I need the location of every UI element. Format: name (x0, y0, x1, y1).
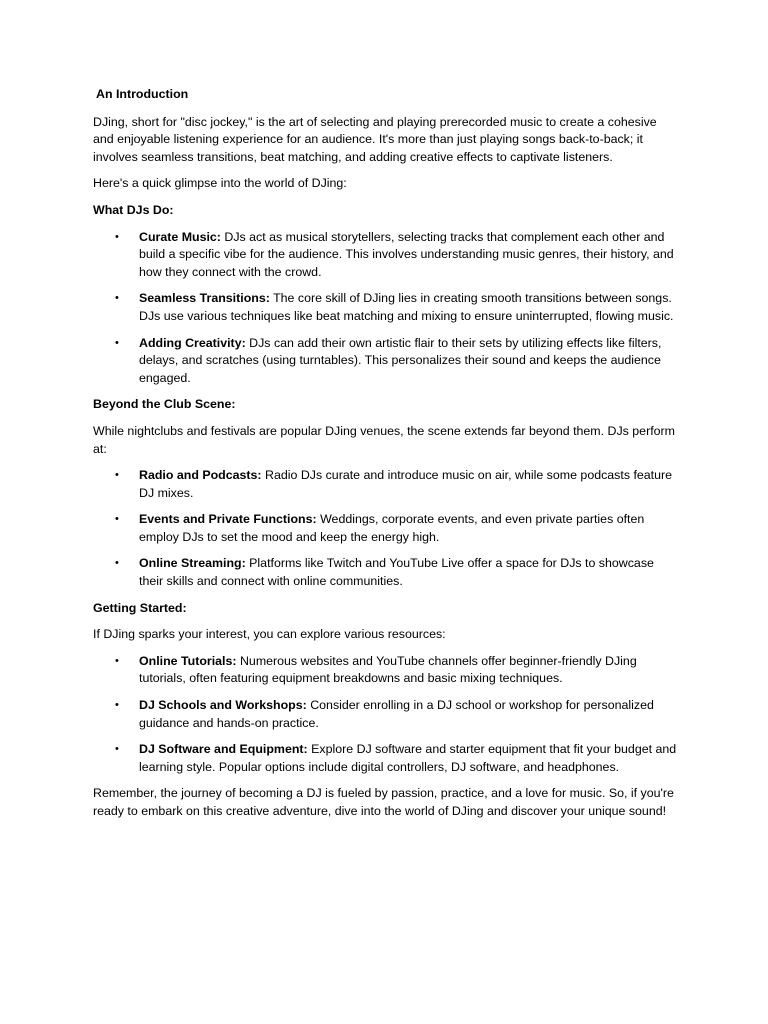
glimpse-paragraph: Here's a quick glimpse into the world of DJing: (93, 176, 347, 191)
bullet-icon: • (115, 469, 119, 482)
list-item-term: Events and Private Functions: (139, 512, 317, 527)
section-heading-what-djs-do: What DJs Do: (93, 202, 174, 217)
document-title: An Introduction (96, 87, 189, 101)
list-item-text: Numerous websites and YouTube channels offer beginner-friendly DJing tutorials, often featuring equipment breakdowns and basic mixing techniques. (139, 653, 637, 686)
list-item (93, 741, 678, 776)
list-item (93, 511, 678, 546)
list-item-text: Radio DJs curate and introduce music on air, while some podcasts feature DJ mixes. (139, 468, 673, 500)
bullet-icon: • (115, 230, 119, 243)
list-item-term: DJ Schools and Workshops: (139, 698, 307, 713)
section-lead-getting-started: If DJing sparks your interest, you can explore various resources: (93, 627, 446, 642)
list-item-text: Consider enrolling in a DJ school or workshop for personalized guidance and hands-on practice. (139, 698, 654, 730)
intro-paragraph: DJing, short for "disc jockey," is the art of selecting and playing prerecorded music to create a cohesive and enjoyable listening experience for an audience. It's more than just playing songs back-to-back; it involves seamless transitions, beat matching, and adding creative effects to captivate listeners. (93, 114, 657, 164)
list-item (93, 653, 678, 688)
document-body (93, 86, 678, 830)
bullet-icon: • (115, 743, 119, 756)
bullet-icon: • (115, 557, 119, 570)
list-item-text: Weddings, corporate events, and even private parties often employ DJs to set the mood and keep the energy high. (139, 512, 645, 544)
list-item-text: Platforms like Twitch and YouTube Live offer a space for DJs to showcase their skills and connect with online communities. (139, 556, 654, 589)
bullet-icon: • (115, 292, 119, 305)
list-item-term: Online Tutorials: (139, 653, 237, 668)
bullet-icon: • (115, 336, 119, 349)
list-item-text: The core skill of DJing lies in creating smooth transitions between songs. DJs use various techniques like beat matching and mixing to ensure uninterrupted, flowing music. (139, 291, 674, 323)
list-item (93, 697, 678, 732)
list-item-term: Adding Creativity: (139, 335, 246, 350)
list-item (93, 229, 678, 282)
list-item (93, 335, 678, 388)
list-item-text: DJs act as musical storytellers, selecting tracks that complement each other and build a specific vibe for the audience. This involves understanding music genres, their history, and how they connect with the crowd. (139, 229, 674, 279)
list-item-text: DJs can add their own artistic flair to their sets by utilizing effects like filters, delays, and scratches (using turntables). This personalizes their sound and keeps the audience engaged. (139, 335, 662, 385)
section-heading-beyond-club: Beyond the Club Scene: (93, 397, 236, 412)
list-item-term: Seamless Transitions: (139, 291, 270, 306)
closing-paragraph: Remember, the journey of becoming a DJ is fueled by passion, practice, and a love for music. So, if you're ready to embark on this creative adventure, dive into the world of DJing and discover your unique sound! (93, 786, 674, 818)
bullet-icon: • (115, 699, 119, 712)
list-item-term: Radio and Podcasts: (139, 468, 262, 483)
list-what-djs-do (93, 229, 678, 388)
list-getting-started (93, 653, 678, 777)
bullet-icon: • (115, 654, 119, 667)
bullet-icon: • (115, 513, 119, 526)
list-beyond-club (93, 467, 678, 591)
list-item-text: Explore DJ software and starter equipment that fit your budget and learning style. Popular options include digital controllers, DJ software, and headphones. (139, 742, 677, 774)
list-item-term: Online Streaming: (139, 556, 246, 571)
section-heading-getting-started: Getting Started: (93, 600, 187, 615)
list-item (93, 555, 678, 590)
list-item (93, 290, 678, 325)
list-item-term: DJ Software and Equipment: (139, 742, 308, 757)
list-item-term: Curate Music: (139, 229, 221, 244)
list-item (93, 467, 678, 502)
section-lead-beyond-club: While nightclubs and festivals are popular DJing venues, the scene extends far beyond them. DJs perform at: (93, 423, 675, 456)
